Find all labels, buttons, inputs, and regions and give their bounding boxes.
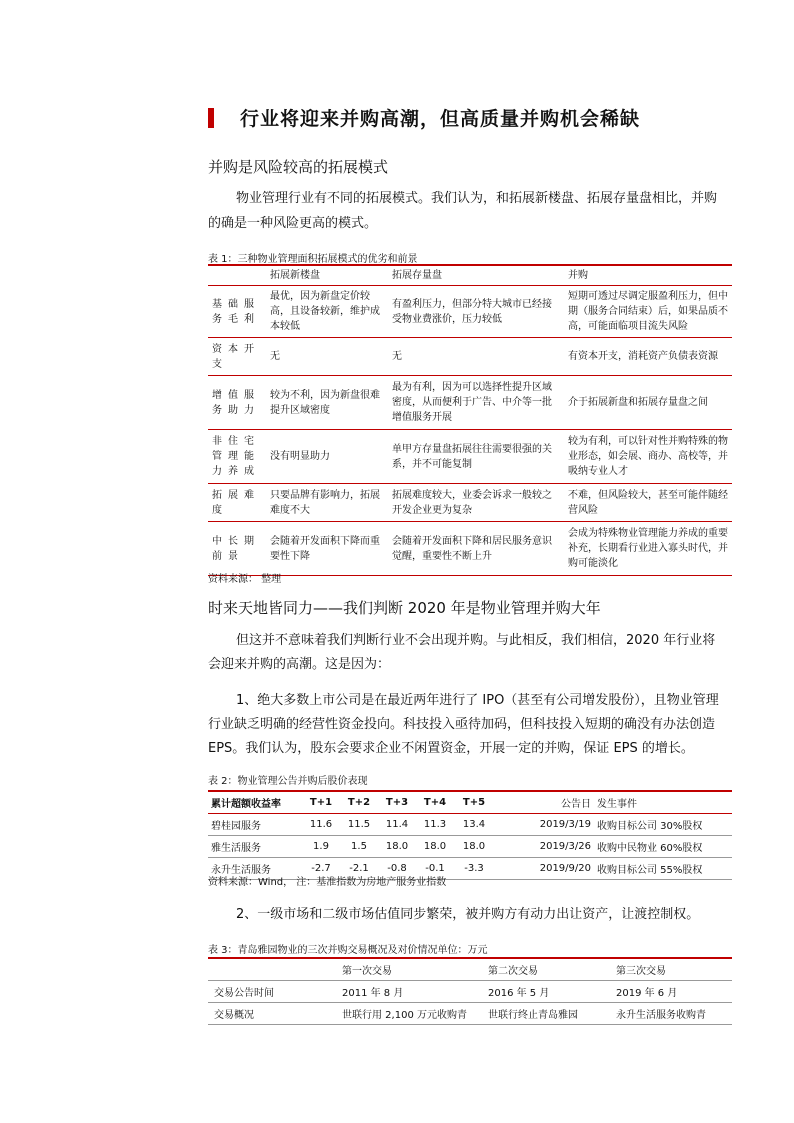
paragraph-1-line-1: 物业管理行业有不同的拓展模式。我们认为，和拓展新楼盘、拓展存量盘相比，并购	[236, 191, 718, 206]
table-2-header-cell: 累计超额收益率	[211, 799, 281, 810]
table-cell: 2016 年 5 月	[488, 988, 550, 999]
table-row	[208, 1003, 732, 1025]
table-cell: 11.3	[423, 819, 447, 830]
table-row	[208, 376, 732, 430]
table-2-header-cell: T+1	[309, 797, 333, 808]
row-label: 资本开支	[212, 343, 260, 370]
table-cell: -0.1	[425, 863, 445, 874]
section-marker	[208, 108, 214, 128]
table-cell: 只要品牌有影响力，拓展难度不大	[270, 489, 380, 516]
table-row	[208, 836, 732, 858]
row-label: 雅生活服务	[211, 843, 261, 854]
table-cell: 收购中民物业 60%股权	[597, 843, 703, 854]
table-cell: 世联行用 2,100 万元收购青	[342, 1010, 467, 1021]
table-cell: 收购目标公司 55%股权	[597, 865, 703, 876]
table-row	[208, 484, 732, 522]
table-cell: 拓展难度较大，业委会诉求一般较之开发企业更为复杂	[392, 489, 552, 516]
table-cell: 收购目标公司 30%股权	[597, 821, 703, 832]
table-1-header-cell: 并购	[568, 270, 588, 281]
table-cell: 没有明显助力	[270, 451, 330, 462]
paragraph-3-line-2: 行业缺乏明确的经营性资金投向。科技投入亟待加码，但科技投入短期的确没有办法创造	[208, 717, 716, 732]
table-cell: 单甲方存量盘拓展往往需要很强的关系，并不可能复制	[392, 443, 552, 470]
table-cell: 会随着开发面积下降和居民服务意识觉醒，重要性不断上升	[392, 535, 552, 562]
table-3-header-cell: 第二次交易	[488, 966, 538, 977]
table-cell: 无	[392, 351, 402, 362]
table-3-header-cell: 第三次交易	[616, 966, 666, 977]
table-cell: 介于拓展新盘和拓展存量盘之间	[568, 397, 708, 408]
table-cell: 较为有利，可以针对性并购特殊的物业形态，如会展、商办、高校等，并吸纳专业人才	[568, 436, 728, 477]
table-2-header-cell: T+5	[462, 797, 486, 808]
table-cell: 11.5	[347, 819, 371, 830]
table-cell: 13.4	[462, 819, 486, 830]
row-label: 交易公告时间	[214, 988, 274, 999]
table-cell: 世联行终止青岛雅园	[488, 1010, 578, 1021]
paragraph-2-line-1: 但这并不意味着我们判断行业不会出现并购。与此相反，我们相信，2020 年行业将	[236, 633, 716, 648]
table-2-header-cell: 公告日	[561, 799, 591, 810]
table-2-caption: 表 2：物业管理公告并购后股价表现	[208, 776, 368, 787]
table-cell: 短期可透过尽调定服盈利压力，但中期（服务合同结束）后，如果品质不高，可能面临项目流失风险	[568, 291, 728, 332]
table-1-header-cell	[208, 265, 266, 286]
table-cell: -0.8	[387, 863, 407, 874]
table-cell: 1.5	[351, 841, 367, 852]
table-2-header-cell: T+2	[347, 797, 371, 808]
table-cell: -2.1	[349, 863, 369, 874]
table-row	[208, 981, 732, 1003]
table-cell: 2019/3/26	[539, 841, 591, 852]
table-1-header-cell: 拓展新楼盘	[270, 270, 320, 281]
table-cell: 有盈利压力，但部分特大城市已经接受物业费涨价，压力较低	[392, 298, 552, 325]
table-1-caption: 表 1：三种物业管理面积拓展模式的优劣和前景	[208, 254, 418, 265]
table-cell: 会成为特殊物业管理能力养成的重要补充，长期看行业进入寡头时代，并购可能淡化	[568, 528, 728, 569]
table-cell: 永升生活服务收购青	[616, 1010, 706, 1021]
table-cell: -2.7	[311, 863, 331, 874]
row-label: 增值服务助力	[212, 389, 260, 416]
paragraph-1-line-2: 的确是一种风险更高的模式。	[208, 216, 378, 231]
table-cell: -3.3	[464, 863, 484, 874]
table-1-source: 资料来源： 整理	[208, 574, 282, 585]
row-label: 碧桂园服务	[211, 821, 261, 832]
table-cell: 无	[270, 351, 280, 362]
table-cell: 11.6	[309, 819, 333, 830]
table-cell: 有资本开支，消耗资产负债表资源	[568, 351, 718, 362]
subheading-2: 时来天地皆同力——我们判断 2020 年是物业管理并购大年	[208, 599, 601, 617]
table-1-header-cell: 拓展存量盘	[392, 270, 442, 281]
row-label: 交易概况	[214, 1010, 254, 1021]
table-3	[208, 957, 732, 1025]
table-row	[208, 814, 732, 836]
table-row	[208, 338, 732, 376]
table-cell: 会随着开发面积下降而重要性下降	[270, 535, 380, 562]
row-label: 中长期前景	[212, 535, 260, 562]
row-label: 基础服务毛利	[212, 298, 260, 325]
table-cell: 较为不利，因为新盘很难提升区域密度	[270, 389, 380, 416]
subheading-1: 并购是风险较高的拓展模式	[208, 158, 389, 176]
table-cell: 2011 年 8 月	[342, 988, 404, 999]
paragraph-4: 2、一级市场和二级市场估值同步繁荣，被并购方有动力出让资产，让渡控制权。	[236, 907, 700, 922]
table-1	[208, 264, 732, 576]
table-3-header-cell	[208, 958, 336, 981]
paragraph-3-line-3: EPS。我们认为，股东会要求企业不闲置资金，开展一定的并购，保证 EPS 的增长。	[208, 741, 694, 756]
table-cell: 不难，但风险较大，甚至可能伴随经营风险	[568, 489, 728, 516]
row-label: 永升生活服务	[211, 865, 271, 876]
table-3-header-cell: 第一次交易	[342, 966, 392, 977]
table-2-header-cell: T+4	[423, 797, 447, 808]
paragraph-2-line-2: 会迎来并购的高潮。这是因为：	[208, 657, 391, 672]
table-3-header	[208, 958, 732, 981]
table-2-header-cell: T+3	[385, 797, 409, 808]
table-cell: 18.0	[462, 841, 486, 852]
table-2-header	[208, 791, 732, 814]
table-cell: 最为有利，因为可以选择性提升区域密度，从而便利于广告、中介等一批增值服务开展	[392, 382, 552, 423]
table-cell: 11.4	[385, 819, 409, 830]
table-2-source: 资料来源：Wind， 注：基准指数为房地产服务业指数	[208, 877, 447, 888]
section-title: 行业将迎来并购高潮，但高质量并购机会稀缺	[240, 108, 641, 130]
table-cell: 18.0	[385, 841, 409, 852]
row-label: 非住宅管理能力养成	[212, 436, 260, 477]
table-2	[208, 790, 732, 880]
table-row	[208, 286, 732, 338]
paragraph-3-line-1: 1、绝大多数上市公司是在最近两年进行了 IPO（甚至有公司增发股份），且物业管理	[236, 693, 719, 708]
row-label: 拓展难度	[212, 489, 260, 516]
table-cell: 18.0	[423, 841, 447, 852]
table-cell: 2019 年 6 月	[616, 988, 678, 999]
table-cell: 最优，因为新盘定价较高，且设备较新，维护成本较低	[270, 291, 380, 332]
table-row	[208, 430, 732, 484]
table-row	[208, 522, 732, 576]
table-2-header-cell: 发生事件	[597, 799, 637, 810]
table-cell: 1.9	[313, 841, 329, 852]
table-1-header	[208, 265, 732, 286]
table-3-caption: 表 3：青岛雅园物业的三次并购交易概况及对价情况单位：万元	[208, 945, 488, 956]
table-cell: 2019/3/19	[539, 819, 591, 830]
table-cell: 2019/9/20	[539, 863, 591, 874]
